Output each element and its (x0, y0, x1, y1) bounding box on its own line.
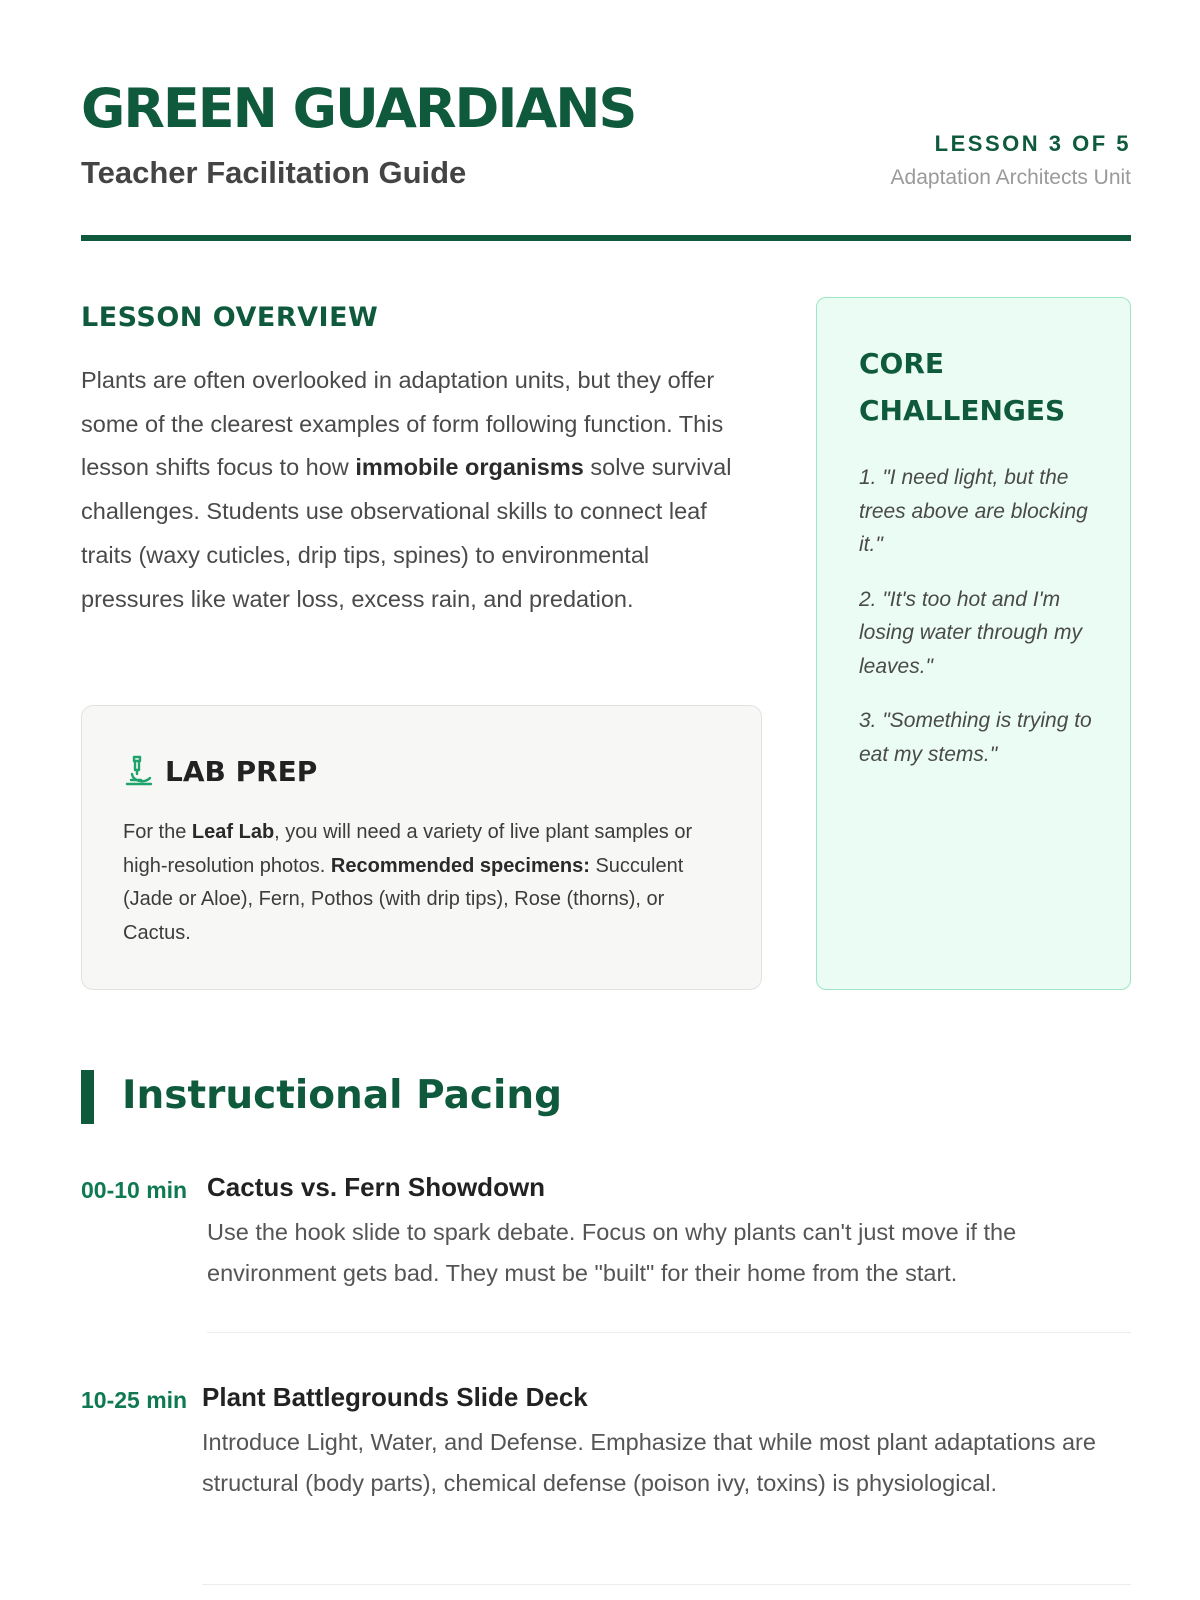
unit-name: Adaptation Architects Unit (890, 166, 1131, 189)
brand-title: GREEN GUARDIANS (81, 77, 636, 140)
core-challenges-box (816, 297, 1131, 990)
lesson-overview-text: Plants are often overlooked in adaptation units, but they offer some of the clearest examples of form following function. This lesson shifts focus to how immobile organisms solve survival challenges. Students use observational skills to connect leaf traits (waxy cuticles, drip tips, spines) to environmental pressures like water loss, excess rain, and predation. (81, 367, 732, 612)
challenge-item: 2. "It's too hot and I'm losing water through my leaves." (859, 587, 1082, 678)
lab-prep-header (123, 754, 317, 788)
pacing-row-divider (202, 1584, 1131, 1585)
pacing-activity-description: Introduce Light, Water, and Defense. Emphasize that while most plant adaptations are structural (body parts), chemical defense (poison ivy, toxins) is physiological. (202, 1429, 1096, 1496)
microscope-icon (123, 754, 153, 788)
instructional-pacing-heading: Instructional Pacing (122, 1073, 563, 1118)
core-challenges-title: CORE CHALLENGES (859, 347, 1066, 427)
lesson-guide-page (81, 0, 1131, 1600)
header-divider (81, 235, 1131, 241)
guide-subtitle: Teacher Facilitation Guide (81, 155, 467, 190)
pacing-row-divider (207, 1332, 1131, 1333)
challenge-item: 3. "Something is trying to eat my stems." (859, 709, 1092, 766)
pacing-activity-description: Use the hook slide to spark debate. Focus on why plants can't just move if the environment gets bad. They must be "built" for their home from the start. (207, 1219, 1017, 1286)
pacing-activity-title: Cactus vs. Fern Showdown (207, 1172, 546, 1202)
lab-prep-title: LAB PREP (165, 754, 318, 788)
pacing-accent-bar (81, 1070, 94, 1124)
lab-prep-text: For the Leaf Lab, you will need a variety of live plant samples or high-resolution photos. Recommended specimens: Succulent (Jade or Aloe), Fern, Pothos (with drip tips), Rose (thorns), or Cactus. (123, 821, 693, 944)
core-challenges-list (859, 461, 1104, 792)
challenge-item: 1. "I need light, but the trees above are blocking it." (859, 466, 1088, 556)
pacing-activity-title: Plant Battlegrounds Slide Deck (202, 1382, 588, 1412)
overview-emphasis: immobile organisms (355, 454, 584, 481)
lesson-overview-heading: LESSON OVERVIEW (81, 302, 379, 333)
pacing-time: 00-10 min (81, 1177, 188, 1203)
lab-prep-box (81, 705, 762, 990)
lesson-number: LESSON 3 OF 5 (934, 131, 1131, 156)
pacing-time: 10-25 min (81, 1387, 188, 1413)
